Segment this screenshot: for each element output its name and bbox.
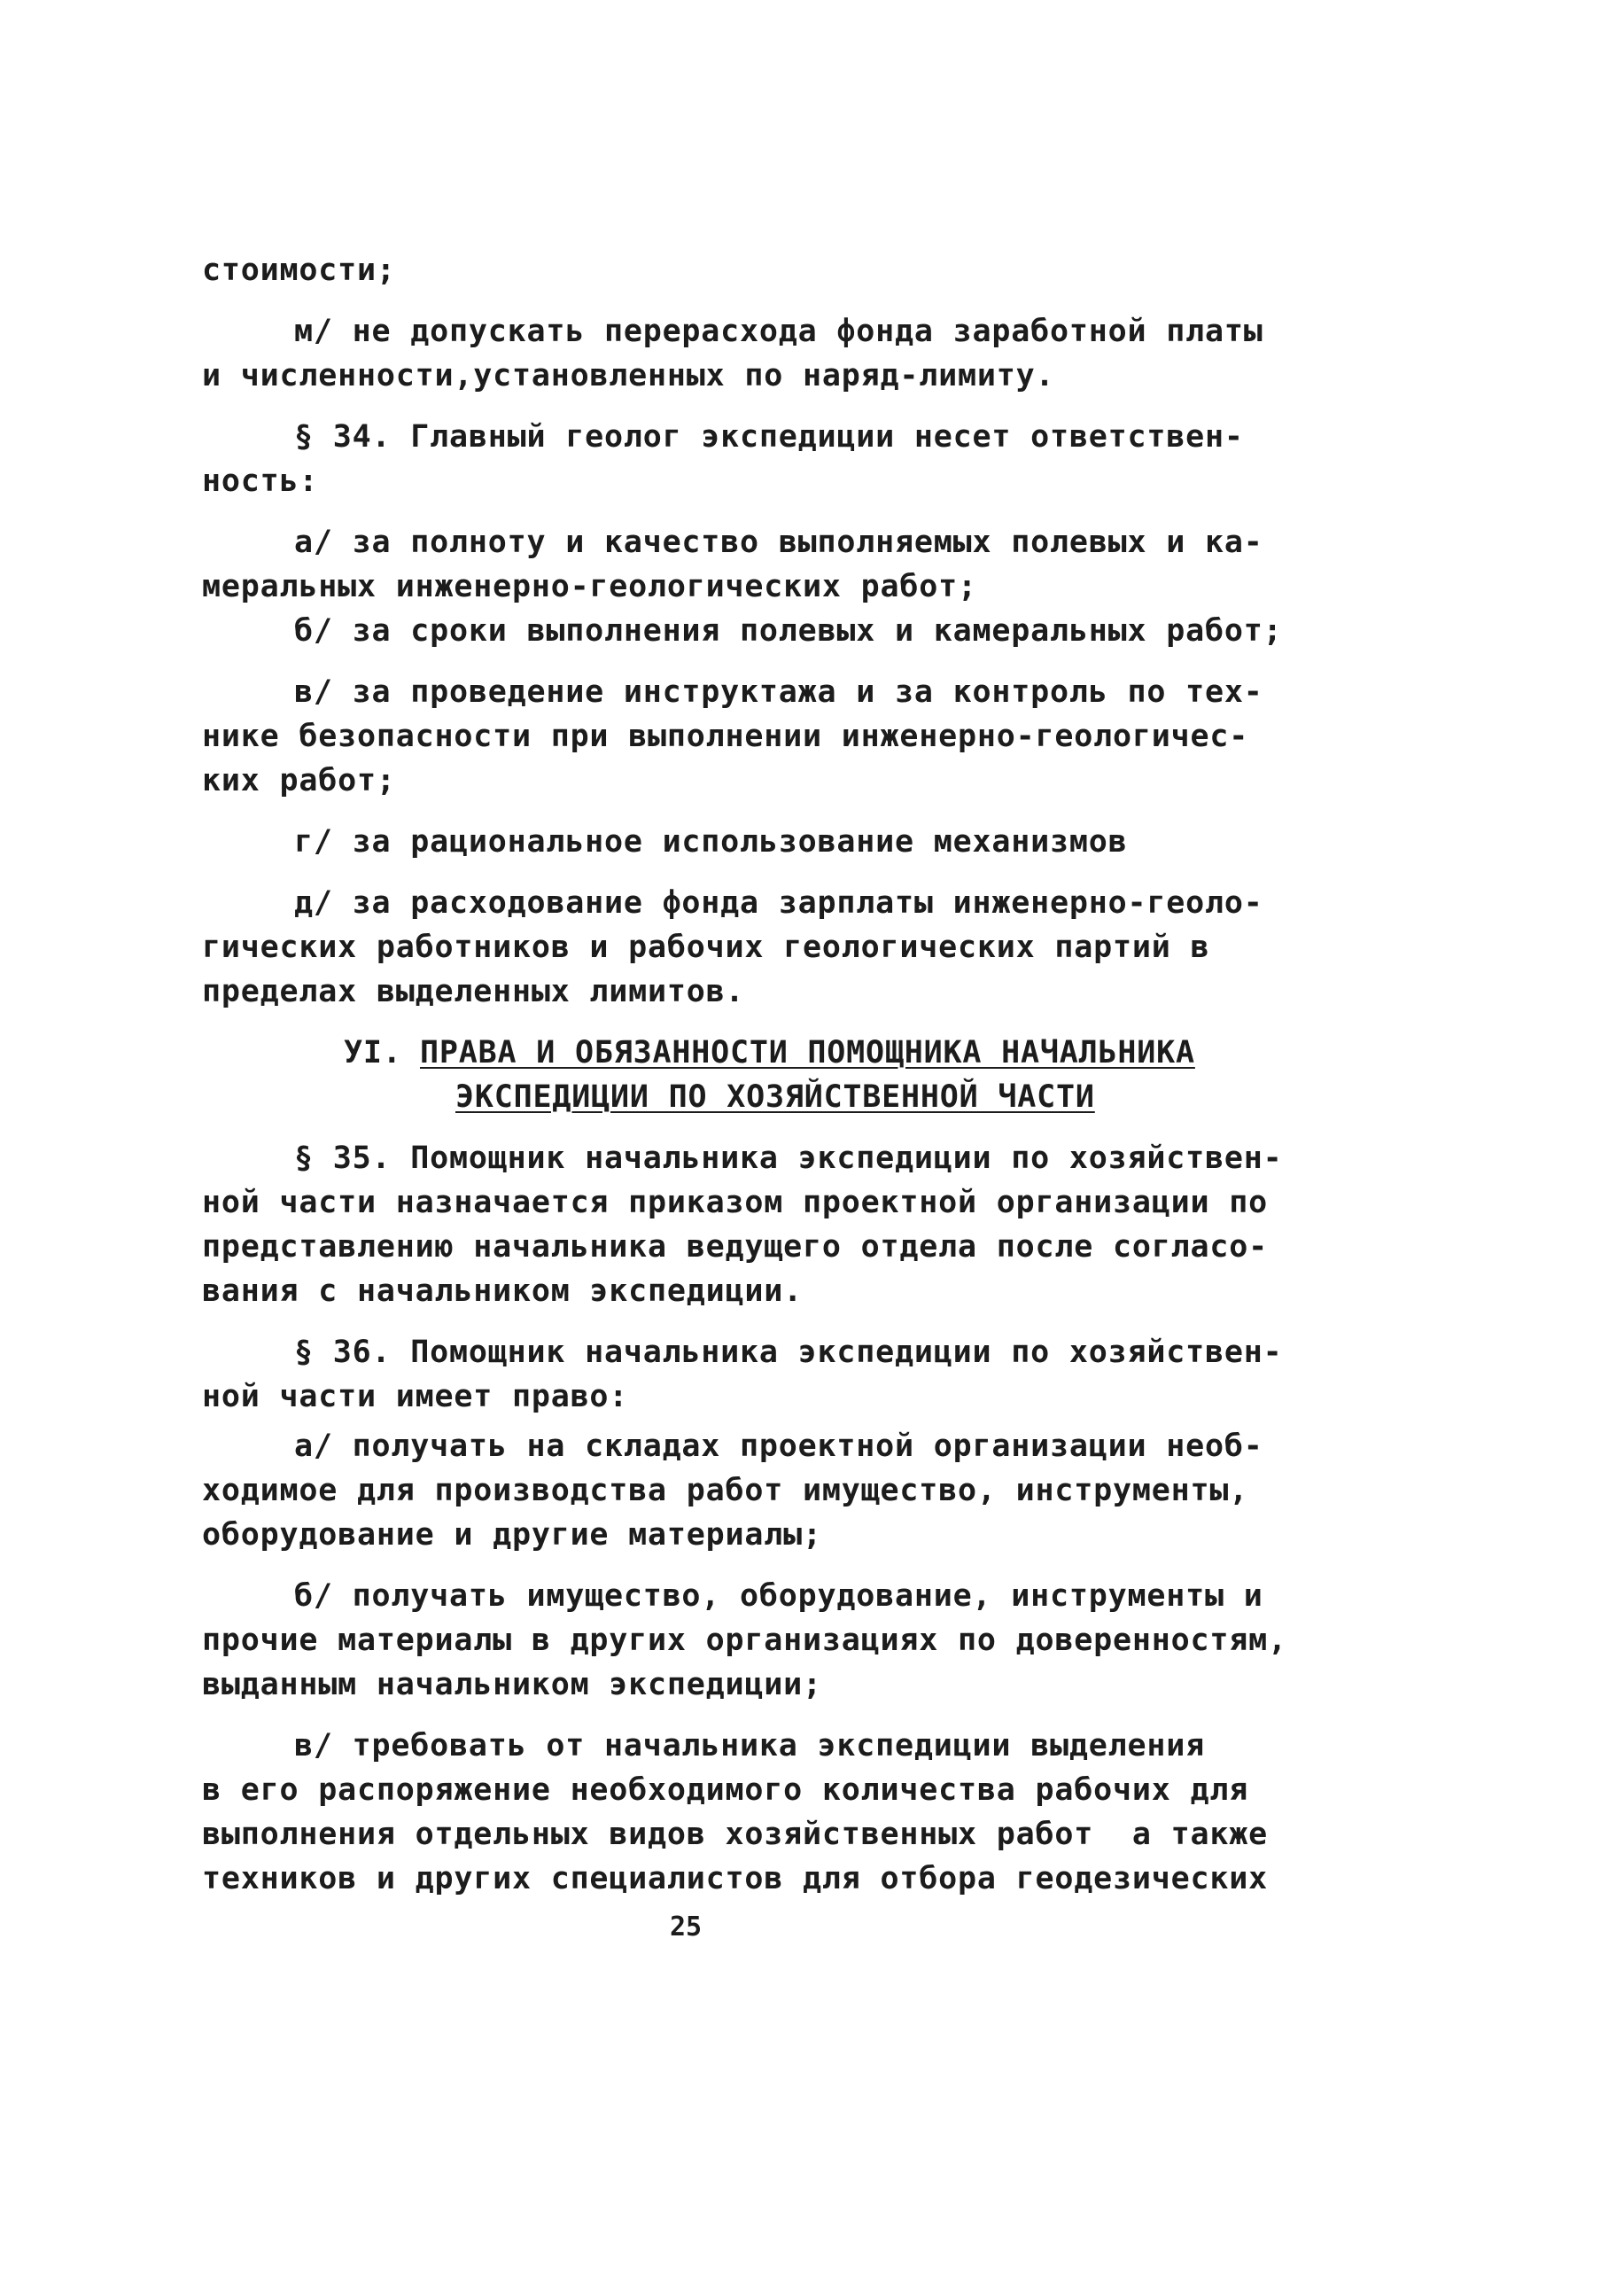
section-number: УI. [344,1035,402,1071]
text-line: § 34. Главный геолог экспедиции несет ответствен- [294,419,1244,455]
text-line: в/ требовать от начальника экспедиции выделения [294,1728,1205,1763]
text-line: б/ за сроки выполнения полевых и камеральных работ; [294,613,1283,649]
text-line: г/ за рациональное использование механизмов [294,824,1128,860]
text-line: выданным начальником экспедиции; [202,1667,822,1702]
text-line: ность: [202,463,319,499]
text-line: § 35. Помощник начальника экспедиции по хозяйствен- [294,1141,1283,1176]
text-line: прочие материалы в других организациях по доверенностям, [202,1623,1287,1658]
text-line: § 36. Помощник начальника экспедиции по хозяйствен- [294,1335,1283,1370]
text-line: а/ получать на складах проектной организации необ- [294,1429,1263,1464]
text-line: д/ за расходование фонда зарплаты инженерно-геоло- [294,885,1263,921]
text-line: ких работ; [202,763,396,798]
text-line: ходимое для производства работ имущество, инструменты, [202,1473,1249,1508]
section-title-line-2: ЭКСПЕДИЦИИ ПО ХОЗЯЙСТВЕННОЙ ЧАСТИ [455,1079,1095,1115]
text-line: гических работников и рабочих геологических партий в [202,930,1210,965]
page-number: 25 [670,1911,703,1943]
text-line: пределах выделенных лимитов. [202,974,745,1009]
text-line: б/ получать имущество, оборудование, инструменты и [294,1578,1263,1614]
text-line: в его распоряжение необходимого количества рабочих для [202,1772,1249,1808]
text-line: оборудование и другие материалы; [202,1517,822,1553]
text-line: выполнения отдельных видов хозяйственных работ а также [202,1817,1268,1852]
text-line: стоимости; [202,253,396,288]
text-line: техников и других специалистов для отбора геодезических [202,1861,1268,1896]
text-line: в/ за проведение инструктажа и за контроль по тех- [294,674,1263,710]
text-line: вания с начальником экспедиции. [202,1273,804,1309]
text-line: ной части назначается приказом проектной организации по [202,1185,1268,1220]
text-line: и численности,установленных по наряд-лимиту. [202,358,1055,393]
section-title-line-1: ПРАВА И ОБЯЗАННОСТИ ПОМОЩНИКА НАЧАЛЬНИКА [420,1035,1195,1071]
text-line: ной части имеет право: [202,1379,629,1414]
text-line: меральных инженерно-геологических работ; [202,569,977,604]
text-line: м/ не допускать перерасхода фонда заработной платы [294,314,1263,349]
text-line: а/ за полноту и качество выполняемых полевых и ка- [294,525,1263,560]
text-line: нике безопасности при выполнении инженерно-геологичес- [202,719,1249,754]
text-line: представлению начальника ведущего отдела после согласо- [202,1229,1268,1265]
